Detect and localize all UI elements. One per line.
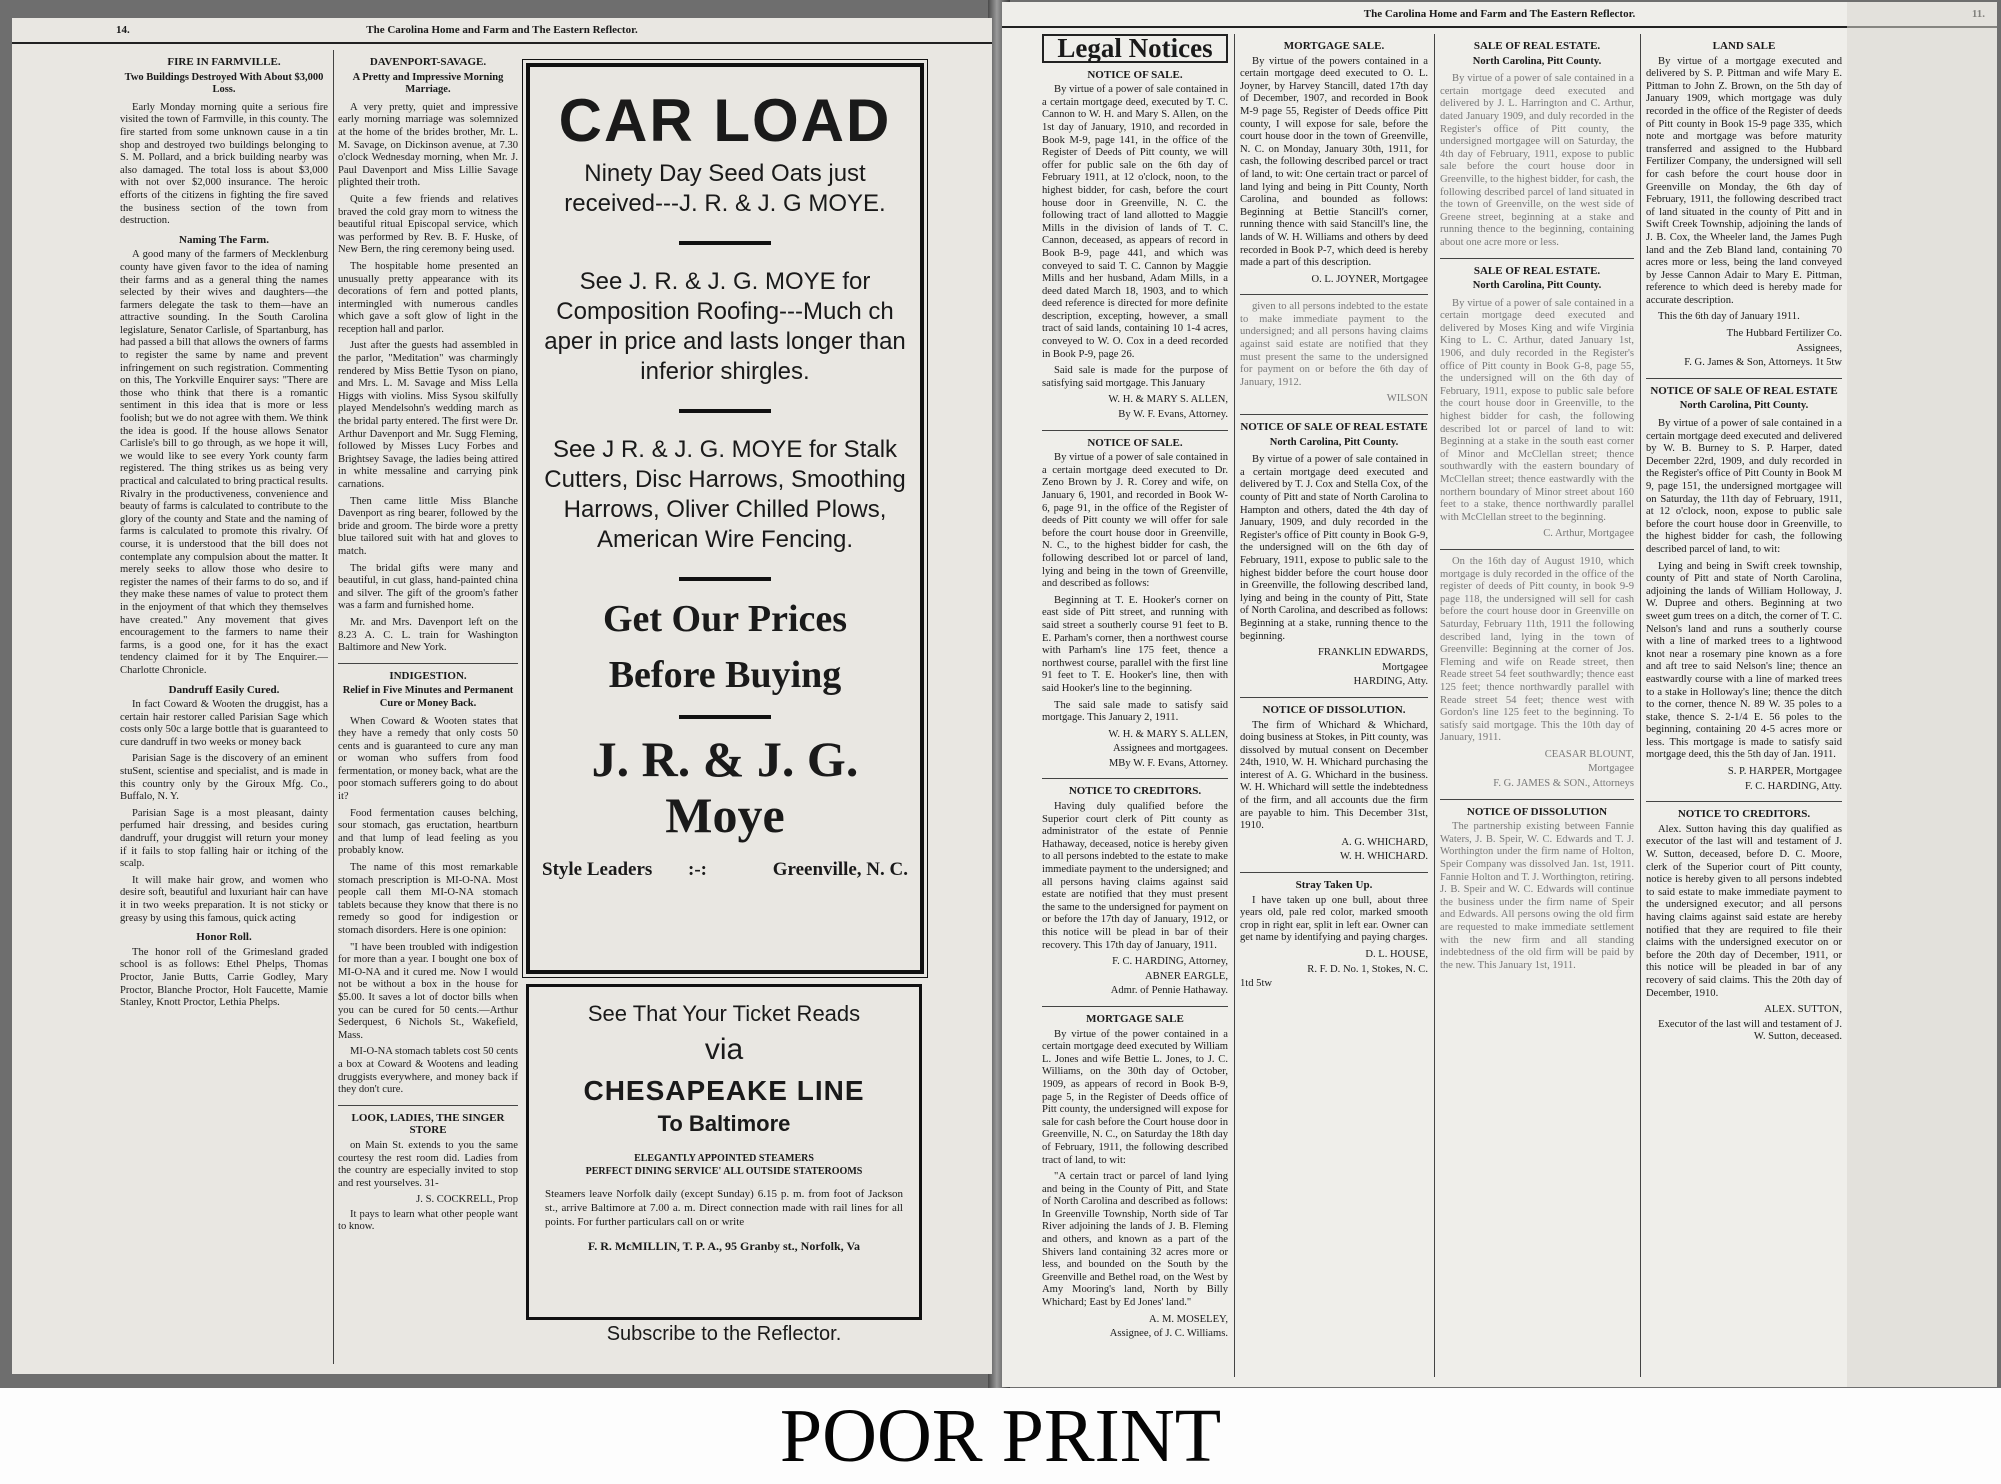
real-estate-1-head: NOTICE OF SALE OF REAL ESTATE (1240, 421, 1428, 434)
page-edge-shadow (1847, 2, 1997, 1387)
real-estate-4-mortgagee: Mortgagee (1588, 763, 1634, 775)
notice-sale-1-sig: W. H. & MARY S. ALLEN, (1108, 394, 1228, 406)
dissolution-2-body: The partnership existing between Fannie Waters, J. B. Speir, W. C. Edwards and T. J. Worthington under the firm name of Holton, Speir Company was dissolved Jan. 1st, 1911. Fannie Holton and T. J. Worthington, retiring. J. B. Speir and W. C. Edwards will continue the business under the firm name of Speir and Edwards. All persons owing the old firm are requested to make immediate settlement with the new firm and all standing indebtedness of the old firm will be paid by the new. This January 1st, 1911. (1440, 821, 1634, 971)
wedding-body-1: A very pretty, quiet and impressive early morning marriage was solemnized at the home of the brides brother, Mr. L. M. Savage, on Dickinson avenue, at 7.30 o'clock Wednesday morning, when Mr. J. Paul Davenport and Miss Lillie Savage plighted their troth. (338, 101, 518, 189)
real-estate-1-atty: HARDING, Atty. (1353, 676, 1428, 688)
right-page (1002, 2, 1997, 1387)
honor-body: The honor roll of the Grimesland graded school is as follows: Ethel Phelps, Thomas Proctor, Janie Butts, Carrie Godley, Mary Proctor, Blanche Proctor, Holt Faucette, Mamie Stanley, Knott Proctor, Lethia Phelps. (120, 946, 328, 1009)
wedding-body-7: Mr. and Mrs. Davenport left on the 8.23 A. C. L. train for Washington Baltimore and New York. (338, 616, 518, 654)
real-estate-2-body: By virtue of a power of sale contained in a certain mortgage deed executed and delivered by J. L. Harrington and C. Arthur, dated January 1909, and duly recorded in the Register's office of Pitt county, the undersigned mortgagee will on Saturday, the 4th day of February, 1911, expose to public sale before the court house door in Greenville, to the highest bidder, for cash, the following described parcel of land situated in the town of Greenville, on the west side of Greene street, beginning at a stake and running thence to the beginning, containing about one acre more or less. (1440, 73, 1634, 248)
singer-body: on Main St. extends to you the same courtesy the rest room did. Ladies from the country are especially invited to stop and rest yourselves. 31- (338, 1139, 518, 1189)
fire-headline: FIRE IN FARMVILLE. (167, 56, 281, 68)
honor-headline: Honor Roll. (196, 931, 252, 944)
stray-code: 1td 5tw (1240, 978, 1273, 990)
left-column-2 (338, 50, 518, 1364)
mortgage-sale-1-head: MORTGAGE SALE (1086, 1012, 1184, 1025)
indigestion-body-3: The name of this most remarkable stomach prescription is MI-O-NA. Most people call them MI-O-NA stomach tablets because they know that there is no remedy so good for indigestion or stomach disorders. Here is one opinion: (338, 862, 518, 936)
real-estate-3-body: By virtue of a power of sale contained in a certain mortgage deed executed and delivered by Moses King and wife Virginia King to L. C. Arthur, dated January 1st, 1906, and duly recorded in the Register's office of Pitt county in Book G-8, page 55, the undersigned will on the 6th day of February, 1911, expose to public sale before the court house door in Greenville, to the highest bidder for cash, the following described lot or parcel of land to wit: Beginning at a stake in the south east corner of Minor and McClellan street; thence southwardly with the eastern boundary of McClellan street; thence eastwardly with the northern boundary of Minor street about 160 feet to a stake, thence northwardly parallel with McClellan street to the beginning. (1440, 297, 1634, 523)
faded-notice-body: given to all persons indebted to the estate to make immediate payment to the undersigned; and all persons having claims against said estate are notified that they must present the same to the undersigned for payment on or before the 6th day of January, 1912. (1240, 301, 1428, 388)
column-rule (1640, 34, 1641, 1377)
notice-sale-2-body: By virtue of a power of sale contained in a certain mortgage deed executed to Dr. Zeno Brown by J. R. Corey and wife, on January 6, 1901, and recorded in Book W-6, page 91, in the office of the Register of deeds of Pitt county we will offer for sale before the court house door in Greenville, N. C., to the highest bidder for cash, the following described lot or parcel of land, lying and being in the town of Greenville, and described as follows: (1042, 452, 1228, 590)
real-estate-1-mortgagee: Mortgagee (1382, 661, 1428, 673)
notice-sale-2-sig: W. H. & MARY S. ALLEN, (1108, 728, 1228, 740)
column-rule (1234, 34, 1235, 1377)
wedding-body-2: Quite a few friends and relatives braved the cold gray morn to witness the beautiful ritual Episcopal service, which was performed by Rev. B. F. Huske, of New Bern, the ring ceremony being used. (338, 193, 518, 256)
ad-roofing: See J. R. & J. G. MOYE for Composition Roofing---Much ch aper in price and lasts longer than inferior shirgles. (544, 268, 906, 385)
via-line: via (704, 1033, 744, 1066)
creditors-1-estate: Admr. of Pennie Hathaway. (1110, 985, 1228, 997)
right-column-1 (1042, 34, 1228, 1377)
subscribe-line: Subscribe to the Reflector. (606, 1323, 842, 1345)
ad-get-prices: Get Our Prices (602, 598, 848, 640)
chesapeake-title: CHESAPEAKE LINE (583, 1075, 865, 1106)
stray-sig: D. L. HOUSE, (1365, 949, 1428, 960)
real-estate-3-sig: C. Arthur, Mortgagee (1543, 528, 1634, 540)
real-estate-1-sig: FRANKLIN EDWARDS, (1317, 647, 1428, 659)
agent-line: F. R. McMILLIN, T. P. A., 95 Granby st., Norfolk, Va (587, 1239, 861, 1253)
real-estate-5-sig-1: S. P. HARPER, Mortgagee (1727, 766, 1842, 778)
right-column-2 (1240, 34, 1428, 1377)
mortgage-sale-2-sig: O. L. JOYNER, Mortgagee (1311, 273, 1428, 285)
indigestion-body-5: MI-O-NA stomach tablets cost 50 cents a box at Coward & Wootens and leading druggists everywhere, and money back if they don't cure. (338, 1046, 518, 1096)
real-estate-5-head: NOTICE OF SALE OF REAL ESTATE (1650, 384, 1838, 397)
creditors-1-head: NOTICE TO CREDITORS. (1068, 785, 1202, 798)
indigestion-subhead: Relief in Five Minutes and Permanent Cure or Money Back. (342, 685, 514, 709)
singer-tail: It pays to learn what other people want to know. (338, 1208, 518, 1233)
left-page-number: 14. (116, 24, 130, 36)
ad-town: Greenville, N. C. (772, 859, 908, 880)
real-estate-2-head: SALE OF REAL ESTATE. (1473, 40, 1601, 52)
wedding-body-5: Then came little Miss Blanche Davenport as ring bearer, followed by the bride and groom. The birde wore a pretty blue tailored suit with hat and gloves to match. (338, 495, 518, 557)
left-column-1 (120, 50, 328, 1364)
poor-print-banner: POOR PRINT (0, 1388, 2001, 1484)
faded-notice-sig: WILSON (1386, 393, 1428, 405)
column-rule (333, 50, 334, 1364)
faded-notice (1240, 301, 1428, 406)
real-estate-4-attorneys: F. G. JAMES & SON., Attorneys (1493, 778, 1634, 790)
wedding-body-4: Just after the guests had assembled in the parlor, "Meditation" was charmingly rendered by Miss Bettie Tyson on piano, and Mrs. L. M. Savage and Miss Lella Higgs with violins. Miss Sysou skilfully played Mendelsohn's wedding march as the bridal party entered. The first were Dr. Arthur Davenport and Mr. Sugg Fleming, followed by Misses Lucy Forbes and Brightsey Savage, the ladies being attired in white messaline and carrying pink carnations. (338, 340, 518, 490)
steamers-line: ELEGANTLY APPOINTED STEAMERS (634, 1153, 814, 1164)
creditors-2-head: NOTICE TO CREDITORS. (1677, 808, 1811, 821)
column-rule (1434, 34, 1435, 1377)
land-sale-head: LAND SALE (1712, 40, 1776, 52)
real-estate-3-head: SALE OF REAL ESTATE. (1473, 264, 1601, 277)
wedding-subhead: A Pretty and Impressive Morning Marriage. (352, 71, 504, 96)
stray-body: I have taken up one bull, about three years old, pale red color, marked smooth crop in right ear, split in left ear. Owner can get name by identifying and paying charges. (1240, 894, 1428, 944)
stray-address: R. F. D. No. 1, Stokes, N. C. (1307, 963, 1428, 975)
wedding-body-3: The hospitable home presented an unusually pretty appearance with its decorations of fern and potted plants, intermingled with numerous candles which gave a soft glow of light in the reception hall and parlor. (338, 260, 518, 335)
indigestion-headline: INDIGESTION. (389, 669, 467, 682)
right-column-3 (1440, 34, 1634, 1377)
dissolution-2-head: NOTICE OF DISSOLUTION (1466, 805, 1608, 818)
singer-signature: J. S. COCKRELL, Prop (416, 1194, 518, 1206)
mortgage-sale-1-body: By virtue of the power contained in a certain mortgage deed executed by William L. Jones and wife Bettie L. Jones, to J. C. Williams, on the 30th day of October, 1909, as appears of record in Book B-9, page 5, in the Register of Deeds office of Pitt county, the undersigned will expose for sale for cash before the Court house door in Greenville, N. C., on Saturday the 18th day of February, 1911, the following described tract of land, to wit: (1042, 1028, 1228, 1166)
mortgage-sale-2-body: By virtue of the powers contained in a certain mortgage deed executed to O. L. Joyner, by Harvey Stancill, dated 17th day of December, 1907, and recorded in Book M-9 page 55, Register of Deeds office Pitt county, I will expose for sale, before the court house door in the town of Greenville, N. C. on Monday, January 30th, 1911, for cash, the following described parcel or tract of land, to wit: One certain tract or parcel of land lying and being in Pitt County, North Carolina, and bounded as follows: Beginning at Bettie Stancill's corner, running thence with said Stancill's line, the lands of W. H. Williams and others by deed recorded in Book P-7, which deed is hereby made a part of this description. (1240, 55, 1428, 269)
dandruff-body-2: Parisian Sage is the discovery of an eminent stuSent, scientise and specialist, and is made in this country only by the Giroux Mfg. Co., Buffalo, N. Y. (120, 753, 328, 803)
mortgage-sale-1-assignee: Assignee, of J. C. Williams. (1109, 1328, 1228, 1340)
schedule-text: Steamers leave Norfolk daily (except Sunday) 6.15 p. m. from foot of Jackson st., arrive Baltimore at 7.00 a. m. Direct connection made with rail lines for all points. For further particulars call on or write (545, 1188, 903, 1228)
land-sale-tail: This the 6th day of January 1911. (1658, 311, 1800, 323)
dandruff-headline: Dandruff Easily Cured. (168, 683, 280, 696)
naming-body: A good many of the farmers of Mecklenburg county have given favor to the idea of naming their farms and as a general thing the names selected by their wives and daughters—the farmers delegate the task to them—have an attractive sounding. In the South Carolina legislature, Senator Carlisle, of Spartanburg, has had passed a bill that allows the owners of farms to register the same by name and prevent infringement on such registration. Commenting on this, The Yorkville Enquirer says: "There are those who think that there is a romantic sentiment in this idea that is more or less foolish; but we do not agree with them. We think the idea is good. If the house allows Senator Carlisle's bill to go through, as we hope it will, we would like to see every York county farm registered. The thing strikes us as being very practical and calculated to bring practical results. Rivalry in the productiveness, convenience and beauty of farms is calculated to contribute to the glory of the county and State and the naming of farms is calculated to promote this rivalry. Of course, it is understood that the bill does not contemplate any compulsion about the matter. It merely seeks to allow those who desire to register the names of their farms to do so, and if they make these names of value to protect them in the enjoyment of that which they themselves have created." Any movement that gives encouragement to the farmers to name their farms, is a good one, for it has the exact tendency claimed for it by The Enquirer.—Charlotte Chronicle. (120, 249, 328, 676)
wedding-headline: DAVENPORT-SAVAGE. (369, 56, 487, 68)
creditors-2-body: Alex. Sutton having this day qualified as executor of the last will and testament of J. W. Sutton, deceased, before D. C. Moore, clerk of the Superior court of Pitt county, notice is hereby given to all persons indebted to said estate to make immediate payment to the undersigned executor; and all persons having claims against said estate are hereby notified that they are required to file their claims with the undersigned executor on or before the 20th day of December, 1911, or this notice will be pleaded in bar of any recovery of said claims. This the 20th day of December, 1910. (1646, 823, 1842, 999)
ad-firm-name: J. R. & J. G. Moye (591, 731, 859, 843)
mortgage-sale-1-body-2: "A certain tract or parcel of land lying and being in the County of Pitt, and State of North Carolina and described as follows: In Greenville Township, North side of Tar River adjoining the lands of J. B. Fleming and others, and known as a part of the Shivers land containing 32 acres more or less, and bounded on the South by the Greenville and Bethel road, on the West by Amy Mooring's land, North by Billy Whichard; East by Ed Jones' land." (1042, 1171, 1228, 1309)
notice-sale-1-attorney: By W. F. Evans, Attorney. (1118, 409, 1228, 421)
real-estate-3-sub: North Carolina, Pitt County. (1472, 280, 1602, 292)
creditors-1-admr: ABNER EARGLE, (1145, 970, 1228, 982)
real-estate-4-sig: CEASAR BLOUNT, (1544, 748, 1634, 760)
moye-advertisement (526, 63, 924, 974)
dissolution-1-body: The firm of Whichard & Whichard, doing business at Stokes, in Pitt county, was dissolved by mutual consent on December 24th, 1910, W. H. Whichard purchasing the interest of A. G. Whichard in the business. W. H. Whichard will settle the indebtedness of the firm, and all accounts due the firm are payable to him. This December 31st, 1910. (1240, 719, 1428, 832)
creditors-1-attorney: F. C. HARDING, Attorney, (1112, 956, 1228, 968)
dandruff-body-3: Parisian Sage is a most pleasant, dainty perfumed hair dressing, and besides curing dandruff, your druggist will return your money if it fails to stop falling hair or itching of the scalp. (120, 807, 328, 870)
right-running-title: The Carolina Home and Farm and The Eastern Reflector. (1363, 8, 1636, 20)
real-estate-1-body: By virtue of a power of sale contained in a certain mortgage deed executed and delivered by T. J. Cox and Stella Cox, of the county of Pitt and state of North Carolina to Hampton and others, dated the 4th day of January, 1909, and duly recorded in the Register's office of Pitt county in Book G-9, the undersigned will on the 6th day of February, 1911, expose to public sale to the highest bidder before the court house door in Greenville, the following described land, lying and being in the county of Pitt, State of North Carolina, and described as follows: Beginning at a stake, running thence to the beginning. (1240, 454, 1428, 642)
notice-sale-1-head: NOTICE OF SALE. (1087, 68, 1183, 81)
notice-sale-2-assignees: Assignees and mortgagees. (1112, 743, 1228, 755)
mortgage-sale-2-head: MORTGAGE SALE. (1283, 40, 1385, 52)
dissolution-1-head: NOTICE OF DISSOLUTION. (1262, 703, 1406, 716)
naming-headline: Naming The Farm. (179, 233, 269, 246)
singer-headline: LOOK, LADIES, THE SINGER STORE (351, 1111, 505, 1137)
real-estate-2-sub: North Carolina, Pitt County. (1472, 55, 1602, 67)
real-estate-5-sub: North Carolina, Pitt County. (1679, 400, 1809, 412)
notice-sale-1-body: By virtue of a power of sale contained in a certain mortgage deed, executed by T. C. Cannon to W. H. and Mary S. Allen, on the 1st day of January, 1910, and recorded in Book M-9, page 141, in the office of the Register of Deeds of Pitt county, we will offer for public sale on the 6th day of February 1911, at 12 o'clock, noon, to the highest bidder, for cash, before the court house door in Greenville, N. C. the following tract of land allotted to Maggie Mills in the division of lands of T. C. Cannon, deceased, as appears of record in Book B-9, page 441, and which was conveyed to said T. C. Cannon by Maggie Mills and her husband, Adam Mills, in a deed dated March 18, 1903, and to which deed reference is directed for more definite description, excepting, however, a small tract of said lands, containing 10 1-4 acres, conveyed to W. O. Cox in a deed recorded in Book P-9, page 26. (1042, 84, 1228, 360)
ticket-line: See That Your Ticket Reads (587, 1001, 861, 1026)
ad-seed-oats: Ninety Day Seed Oats just received---J. R. & J. G MOYE. (564, 160, 886, 217)
ad-footer (542, 859, 908, 889)
wedding-body-6: The bridal gifts were many and beautiful, in cut glass, hand-painted china and silver. The gift of the groom's father was a farm and furnished home. (338, 562, 518, 612)
notice-sale-2-tail: The said sale made to satisfy said mortgage. This January 2, 1911. (1042, 699, 1228, 724)
mortgage-sale-1-sig: A. M. MOSELEY, (1149, 1313, 1228, 1325)
notice-sale-2-head: NOTICE OF SALE. (1087, 436, 1183, 449)
real-estate-4-body: On the 16th day of August 1910, which mortgage is duly recorded in the office of the register of deeds of Pitt county, in book 9-9 page 118, the undersigned will sell for cash before the court house door in Greenville on Saturday, February 11th, 1911 the following described land, lying in the town of Greenville: Beginning at the corner of Jos. Fleming and wife on Reade street, then Reade street 54 feet southwardly; thence east 125 feet; thence northwardly parallel with Reade street 54 feet; thence west with Gordon's line 125 feet to the beginning. To satisfy said mortgage. This the 10th day of January, 1911. (1440, 555, 1634, 744)
chesapeake-advertisement (526, 984, 922, 1320)
indigestion-body-4: "I have been troubled with indigestion for more than a year. I bought one box of MI-O-NA and it cured me. Now I would not be without a box in the house for $5.00. It saves a lot of doctor bills when you can be cured for 50 cents.—Arthur Sederquest, 6 Nichols St., Wakefield, Mass. (338, 941, 518, 1041)
dandruff-body-1: In fact Coward & Wooten the druggist, has a certain hair restorer called Parisian Sage which costs only 50c a large bottle that is guaranteed to cure dandruff in two weeks or money back (120, 699, 328, 748)
ad-headline: CAR LOAD (558, 87, 892, 154)
real-estate-5-body: By virtue of a power of sale contained in a certain mortgage deed executed and delivered by W. B. Burney to S. P. Harper, dated December 22rd, 1909, and duly recorded in the Register's office of Pitt County in Book M 9, page 151, the undersigned mortgagee will on Saturday, the 11th day of February, 1911, at 12 o'clock, noon, expose to public sale before the court house door in Greenville, to the highest bidder for cash, the following described parcel of land, to wit: (1646, 418, 1842, 555)
dandruff-body-4: It will make hair grow, and women who desire soft, beautiful and luxuriant hair can have it in two weeks preparation. It is not sticky or greasy by using this famous, quick acting (120, 874, 328, 924)
indigestion-body-1: When Coward & Wooten states that they have a remedy that only costs 50 cents and is guaranteed to cure any man or woman who suffers from food fermentation, or money back, what are the poor stomach sufferers going to do about it? (338, 715, 518, 803)
land-sale-body: By virtue of a mortgage executed and delivered by S. P. Pittman and wife Mary E. Pittman to John Z. Brown, on the 5th day of January 1909, which mortgage was duly recorded in the office of the Register of deeds of Pitt county in Book 15-9 page 335, which note and mortgage was before maturity transferred and assigned to the Hubbard Fertilizer Company, the undersigned will sell for cash before the court house door in Greenville on Monday, the 6th day of February, 1911, the following described tract of land situated in the county of Pitt and in Swift Creek Township, adjoining the lands of J. B. Cox, the Wheeler land, the James Pugh land and the Zeb Bland land, containing 70 acres more or less, being the land conveyed by Jesse Cannon Adair to Mary E. Pittman, reference to which deed is hereby made for accurate description. (1646, 55, 1842, 306)
to-baltimore: To Baltimore (657, 1111, 791, 1136)
fire-subhead: Two Buildings Destroyed With About $3,000 Loss. (124, 71, 324, 96)
dissolution-1-sig-1: A. G. WHICHARD, (1341, 836, 1428, 848)
creditors-2-sig-2: Executor of the last will and testament of J. W. Sutton, deceased. (1658, 1018, 1842, 1043)
land-sale-sig-3: F. G. James & Son, Attorneys. 1t 5tw (1684, 357, 1842, 369)
notice-sale-1-tail: Said sale is made for the purpose of satisfying said mortgage. This January (1042, 365, 1228, 389)
fire-body: Early Monday morning quite a serious fire visited the town of Farmville, in this county. The fire started from some unknown cause in a tin shop and destroyed two buildings belonging to S. M. Pollard, and a brick building nearby was also damaged. The total loss is about $3,000 with not over $2,000 insurance. The heroic efforts of the citizens in fighting the fire saved the business section of the town from destruction. (120, 101, 328, 227)
ad-before-buying: Before Buying (608, 654, 842, 696)
land-sale-sig-2: Assignees, (1796, 342, 1842, 354)
right-column-4 (1646, 34, 1842, 1377)
legal-notices-heading: Legal Notices (1042, 34, 1228, 63)
left-running-head (12, 22, 992, 44)
left-page (12, 18, 992, 1374)
dissolution-1-sig-2: W. H. WHICHARD. (1340, 851, 1428, 863)
left-running-title: The Carolina Home and Farm and The Eastern Reflector. (366, 24, 638, 36)
ad-implements: See J R. & J. G. MOYE for Stalk Cutters, Disc Harrows, Smoothing Harrows, Oliver Chilled Plows, American Wire Fencing. (544, 436, 906, 553)
creditors-1-body: Having duly qualified before the Superior court clerk of Pitt county as administrator of the estate of Pennie Hathaway, deceased, notice is hereby given to all persons indebted to the estate to make immediate payment to the undersigned; and all persons having claims against said estate are notified that they must present the same to the undersigned for payment on or before the 17th day of January, 1912, or this notice will be plead in bar of their recovery. This 17th day of January, 1911. (1042, 801, 1228, 951)
real-estate-5-body-2: Lying and being in Swift creek township, county of Pitt and state of North Carolina, adjoining the lands of William Holloway, J. W. Dupree and others. Beginning at two sweet gum trees on a ditch, the corner of T. C. Nelson's land and runs a southerly course with a line of marked trees to a lightwood knot near a rosemary pine known as a fore and aft tree to said Nelson's line; thence an eastwardly course with a line of marked trees to a stake in Holloway's line; thence the ditch to the corner, thence N. 89 W. 35 poles to a stake, thence S. 2-1/4 E. 56 poles to the beginning, containing 20 4-5 acres more or less. This mortgage is made to satisfy said mortgage deed, this the 5th day of Jan. 1911. (1646, 560, 1842, 761)
notice-sale-2-attorney: MBy W. F. Evans, Attorney. (1108, 757, 1228, 769)
ad-style-leaders: Style Leaders (542, 859, 653, 880)
dining-line: PERFECT DINING SERVICE' ALL OUTSIDE STATEROOMS (585, 1166, 863, 1177)
real-estate-1-sub: North Carolina, Pitt County. (1269, 436, 1399, 448)
creditors-2-sig-1: ALEX. SUTTON, (1764, 1004, 1842, 1016)
notice-sale-2-body-2: Beginning at T. E. Hooker's corner on east side of Pitt street, and running with said street a southerly course 91 feet to B. E. Parham's corner, then a northwest course with Parham's line 175 feet, thence a northwest course, parallel with the first line 91 feet to T. E. Hooker's line, then with said Hooker's line to the beginning. (1042, 594, 1228, 694)
indigestion-body-2: Food fermentation causes belching, sour stomach, gas eructation, heartburn and that lump of lead feeling as you probably know. (338, 807, 518, 857)
real-estate-5-sig-2: F. C. HARDING, Atty. (1744, 780, 1842, 792)
ad-separator: :-: (688, 859, 707, 880)
stray-head: Stray Taken Up. (1295, 879, 1373, 892)
land-sale-sig-1: The Hubbard Fertilizer Co. (1726, 328, 1842, 340)
